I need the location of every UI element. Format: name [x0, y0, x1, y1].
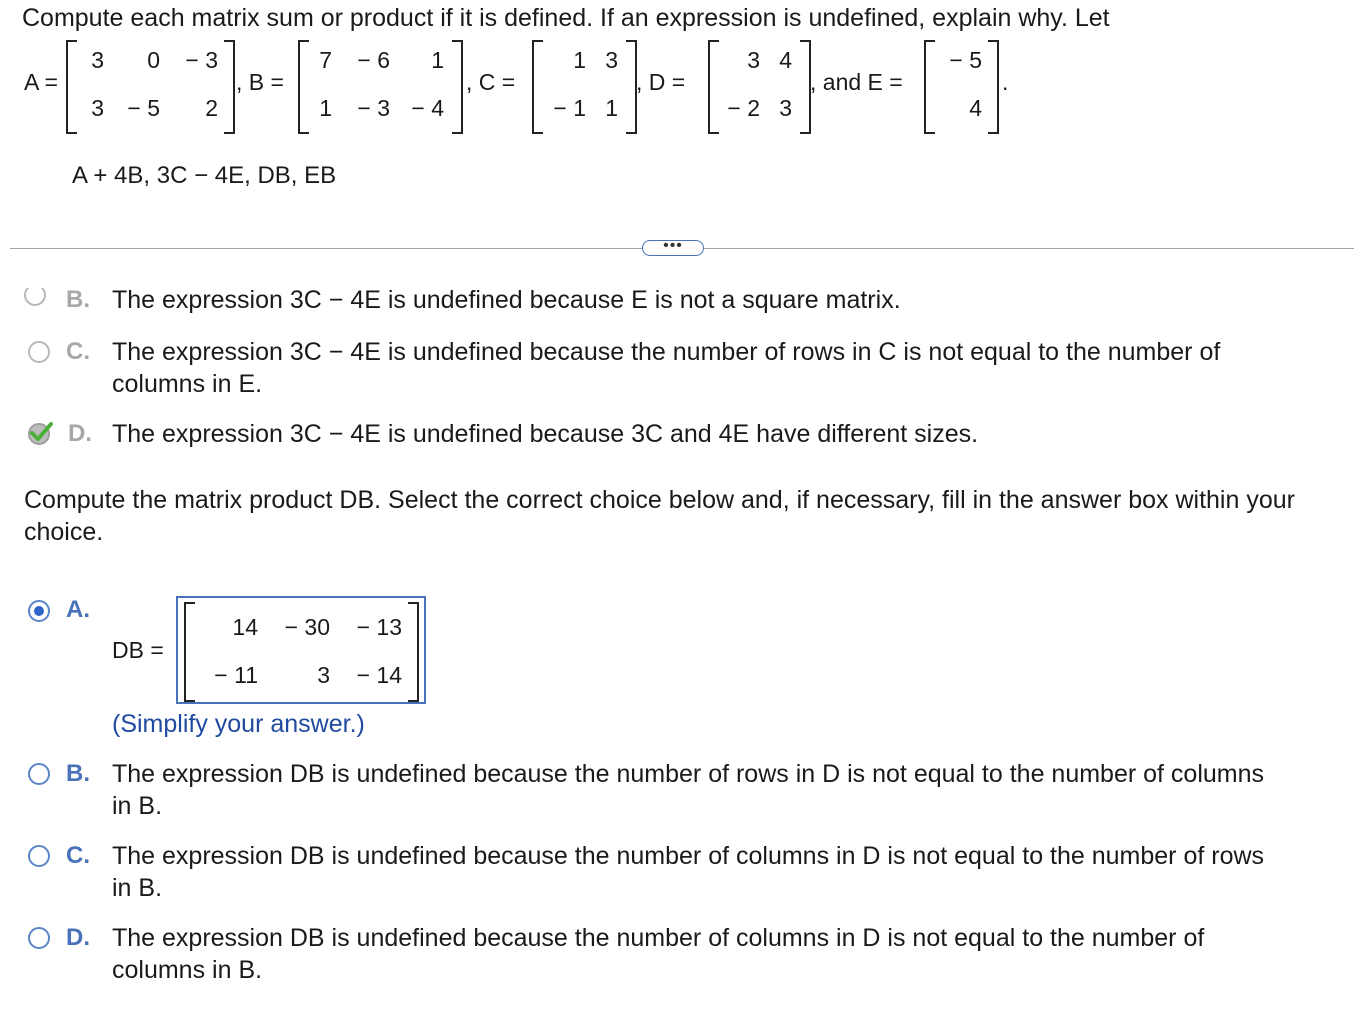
matrix-e-label: , and E =	[810, 69, 903, 95]
option-3c4e-c-text-cont: columns in E.	[112, 370, 263, 398]
matrix-b-cell: − 4	[411, 95, 444, 121]
matrix-c-label: , C =	[466, 69, 516, 95]
matrix-c-cell: − 1	[553, 95, 586, 121]
option-db-a-letter: A.	[66, 596, 90, 623]
db-cell-input[interactable]: − 13	[356, 614, 402, 640]
matrix-a-left-bracket	[66, 40, 77, 134]
db-cell-input[interactable]: 14	[232, 614, 258, 640]
option-db-d-text-cont: columns in B.	[112, 956, 263, 984]
simplify-hint: (Simplify your answer.)	[112, 710, 365, 738]
matrix-b-cell: − 3	[357, 95, 390, 121]
matrix-a-right-bracket	[224, 40, 235, 134]
matrix-a-cell: 3	[91, 47, 104, 73]
option-3c4e-d-letter: D.	[68, 420, 92, 447]
matrix-e-cell: 4	[969, 95, 982, 121]
option-db-c-letter: C.	[66, 842, 90, 869]
option-db-b-text: The expression DB is undefined because the number of rows in D is not equal to the number of columns	[112, 760, 1265, 788]
expressions-list: A + 4B, 3C − 4E, DB, EB	[72, 162, 337, 189]
option-3c4e-c-letter: C.	[66, 338, 90, 365]
problem-intro: Compute each matrix sum or product if it is defined. If an expression is undefined, explain why. Let	[22, 4, 1110, 32]
matrix-d-cell: − 2	[727, 95, 760, 121]
option-3c4e-c-radio[interactable]	[28, 341, 50, 363]
matrix-e-period: .	[1002, 69, 1009, 95]
matrix-e-right-bracket	[988, 40, 999, 134]
db-prompt-cont: choice.	[24, 518, 104, 546]
matrix-b-right-bracket	[452, 40, 463, 134]
option-db-a-radio[interactable]	[28, 600, 50, 622]
db-cell-input[interactable]: − 14	[356, 662, 402, 688]
matrix-b-cell: 1	[319, 95, 332, 121]
option-db-d-radio[interactable]	[28, 927, 50, 949]
option-db-c-text-cont: in B.	[112, 874, 163, 902]
db-label: DB =	[112, 637, 164, 663]
option-db-d-letter: D.	[66, 924, 90, 951]
option-3c4e-b-letter: B.	[66, 288, 90, 313]
option-db-c-radio[interactable]	[28, 845, 50, 867]
matrix-c-cell: 3	[605, 47, 618, 73]
matrix-d-cell: 4	[779, 47, 792, 73]
matrix-c-left-bracket	[532, 40, 543, 134]
db-cell-input[interactable]: − 11	[214, 662, 258, 688]
matrix-a-cell: − 3	[185, 47, 218, 73]
matrix-a-cell: 3	[91, 95, 104, 121]
db-cell-input[interactable]: 3	[317, 662, 330, 688]
db-prompt: Compute the matrix product DB. Select the correct choice below and, if necessary, fill in the answer box within your	[24, 486, 1295, 514]
matrix-a-label: A =	[24, 69, 58, 95]
option-3c4e-b-text: The expression 3C − 4E is undefined because E is not a square matrix.	[112, 288, 901, 314]
expand-button[interactable]: •••	[642, 240, 704, 256]
matrix-a-cell: − 5	[127, 95, 160, 121]
matrix-d-cell: 3	[747, 47, 760, 73]
option-3c4e-c-text: The expression 3C − 4E is undefined because the number of rows in C is not equal to the number of	[112, 338, 1221, 366]
matrix-b-cell: 7	[319, 47, 332, 73]
matrix-c-cell: 1	[605, 95, 618, 121]
db-matrix-left-bracket	[184, 602, 195, 702]
option-db-b-letter: B.	[66, 760, 90, 787]
matrix-b-label: , B =	[236, 69, 284, 95]
correct-check-icon	[29, 420, 53, 444]
option-db-b-text-cont: in B.	[112, 792, 163, 820]
db-matrix-right-bracket	[408, 602, 419, 702]
matrix-e-cell: − 5	[949, 47, 982, 73]
matrix-c-cell: 1	[573, 47, 586, 73]
option-db-c-text: The expression DB is undefined because the number of columns in D is not equal to the number of rows	[112, 842, 1265, 870]
option-3c4e-b-radio[interactable]	[24, 288, 46, 306]
matrix-b-cell: − 6	[357, 47, 390, 73]
option-db-b-radio[interactable]	[28, 763, 50, 785]
matrix-a-cell: 2	[205, 95, 218, 121]
matrix-d-cell: 3	[779, 95, 792, 121]
db-cell-input[interactable]: − 30	[284, 614, 330, 640]
option-3c4e-b-row[interactable]	[0, 288, 1354, 318]
matrix-b-left-bracket	[298, 40, 309, 134]
option-3c4e-d-text: The expression 3C − 4E is undefined because 3C and 4E have different sizes.	[112, 420, 979, 448]
matrix-b-cell: 1	[431, 47, 444, 73]
option-db-d-text: The expression DB is undefined because the number of columns in D is not equal to the number of	[112, 924, 1205, 952]
matrix-a-cell: 0	[147, 47, 160, 73]
matrix-e-left-bracket	[924, 40, 935, 134]
matrix-d-left-bracket	[708, 40, 719, 134]
matrix-d-label: , D =	[636, 69, 686, 95]
